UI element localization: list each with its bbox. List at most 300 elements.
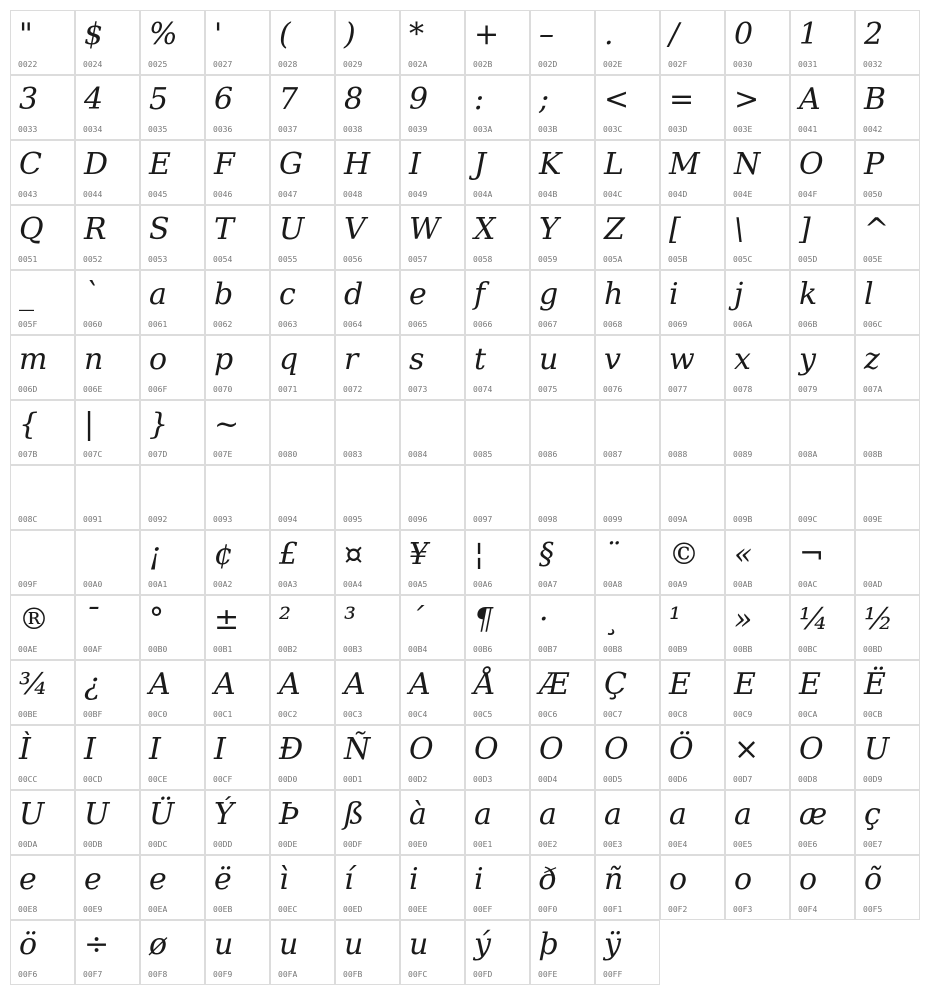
glyph-cell [140, 920, 205, 985]
glyph-code: 008A [798, 450, 818, 459]
glyph-cell [335, 530, 400, 595]
glyph-cell [660, 725, 725, 790]
glyph-char: Z [604, 212, 625, 247]
glyph-cell [725, 725, 790, 790]
glyph-cell [855, 10, 920, 75]
glyph-char: ½ [864, 602, 894, 637]
glyph-code: 00C2 [278, 710, 298, 719]
glyph-code: 00CF [213, 775, 233, 784]
glyph-cell [530, 725, 595, 790]
glyph-code: 00EB [213, 905, 233, 914]
glyph-char: D [84, 147, 109, 182]
glyph-code: 00F1 [603, 905, 623, 914]
glyph-char: à [409, 797, 427, 832]
glyph-cell [595, 75, 660, 140]
glyph-char: f [474, 277, 486, 312]
glyph-code: 00A5 [408, 580, 428, 589]
glyph-code: 0022 [18, 60, 38, 69]
glyph-code: 002F [668, 60, 688, 69]
glyph-cell [465, 10, 530, 75]
glyph-cell [270, 205, 335, 270]
glyph-char: 6 [214, 82, 234, 117]
glyph-code: 009F [18, 580, 38, 589]
glyph-code: 00A7 [538, 580, 558, 589]
glyph-char: N [734, 147, 761, 182]
glyph-char: £ [279, 537, 299, 572]
glyph-code: 00BF [83, 710, 103, 719]
glyph-code: 00C6 [538, 710, 558, 719]
glyph-char: A [214, 667, 236, 702]
glyph-cell [855, 530, 920, 595]
glyph-cell [205, 855, 270, 920]
glyph-char: a [604, 797, 622, 832]
glyph-code: 0095 [343, 515, 363, 524]
glyph-char: U [864, 732, 890, 767]
glyph-code: 00B6 [473, 645, 493, 654]
glyph-code: 0079 [798, 385, 818, 394]
glyph-char: ß [344, 797, 365, 832]
glyph-code: 00C5 [473, 710, 493, 719]
glyph-cell [790, 270, 855, 335]
glyph-cell [205, 270, 270, 335]
glyph-char: ; [539, 82, 550, 117]
glyph-char: e [149, 862, 167, 897]
glyph-char: ¡ [149, 537, 162, 572]
glyph-code: 004F [798, 190, 818, 199]
glyph-char: ì [279, 862, 289, 897]
glyph-char: ¤ [344, 537, 364, 572]
glyph-cell [335, 725, 400, 790]
glyph-cell [75, 205, 140, 270]
glyph-char: ë [214, 862, 232, 897]
glyph-code: 005A [603, 255, 623, 264]
glyph-char: ^ [864, 212, 890, 247]
glyph-code: 006B [798, 320, 818, 329]
glyph-code: 00F8 [148, 970, 168, 979]
glyph-code: 008B [863, 450, 883, 459]
glyph-cell [790, 400, 855, 465]
glyph-char: q [279, 342, 299, 377]
glyph-code: 0025 [148, 60, 168, 69]
glyph-code: 004E [733, 190, 753, 199]
glyph-char: $ [84, 17, 104, 52]
glyph-code: 00FF [603, 970, 623, 979]
glyph-cell [660, 140, 725, 205]
glyph-cell [530, 10, 595, 75]
glyph-code: 009E [863, 515, 883, 524]
glyph-char: E [669, 667, 691, 702]
glyph-code: 00E4 [668, 840, 688, 849]
glyph-code: 0098 [538, 515, 558, 524]
glyph-char: a [539, 797, 557, 832]
glyph-code: 00DD [213, 840, 233, 849]
glyph-char: O [799, 147, 824, 182]
glyph-code: 004B [538, 190, 558, 199]
glyph-char: I [214, 732, 226, 767]
glyph-cell [465, 530, 530, 595]
glyph-cell [790, 660, 855, 725]
glyph-code: 002B [473, 60, 493, 69]
glyph-code: 0030 [733, 60, 753, 69]
glyph-cell [855, 660, 920, 725]
glyph-cell [10, 335, 75, 400]
glyph-cell [595, 335, 660, 400]
glyph-code: 00F3 [733, 905, 753, 914]
glyph-code: 0099 [603, 515, 623, 524]
glyph-cell [10, 400, 75, 465]
glyph-cell [660, 75, 725, 140]
glyph-cell [660, 400, 725, 465]
glyph-code: 008C [18, 515, 38, 524]
glyph-cell [270, 725, 335, 790]
glyph-code: 00A3 [278, 580, 298, 589]
glyph-code: 00C0 [148, 710, 168, 719]
glyph-cell [400, 10, 465, 75]
glyph-cell [725, 530, 790, 595]
glyph-char: U [279, 212, 305, 247]
glyph-char: · [539, 602, 549, 637]
glyph-char: G [279, 147, 303, 182]
glyph-char: Ý [214, 797, 234, 832]
glyph-char: " [19, 17, 33, 52]
glyph-char: 5 [149, 82, 169, 117]
glyph-cell [530, 400, 595, 465]
glyph-code: 0027 [213, 60, 233, 69]
glyph-char: – [539, 17, 554, 52]
glyph-code: 00AC [798, 580, 818, 589]
glyph-code: 0052 [83, 255, 103, 264]
glyph-code: 003E [733, 125, 753, 134]
glyph-code: 00AF [83, 645, 103, 654]
glyph-cell [400, 660, 465, 725]
glyph-cell [205, 595, 270, 660]
glyph-code: 00E2 [538, 840, 558, 849]
glyph-char: u [539, 342, 559, 377]
glyph-code: 0056 [343, 255, 363, 264]
glyph-cell [790, 335, 855, 400]
glyph-code: 0065 [408, 320, 428, 329]
glyph-char: o [149, 342, 168, 377]
glyph-cell [140, 140, 205, 205]
glyph-char: v [604, 342, 621, 377]
glyph-cell [790, 10, 855, 75]
glyph-code: 00B0 [148, 645, 168, 654]
glyph-code: 0037 [278, 125, 298, 134]
glyph-char: A [279, 667, 301, 702]
glyph-cell [660, 660, 725, 725]
glyph-code: 00B7 [538, 645, 558, 654]
glyph-code: 0029 [343, 60, 363, 69]
glyph-cell [270, 140, 335, 205]
glyph-cell [530, 465, 595, 530]
glyph-cell [725, 10, 790, 75]
glyph-code: 0051 [18, 255, 38, 264]
glyph-code: 0045 [148, 190, 168, 199]
glyph-code: 00D0 [278, 775, 298, 784]
glyph-cell [790, 790, 855, 855]
glyph-cell [270, 920, 335, 985]
glyph-cell [400, 465, 465, 530]
glyph-code: 0076 [603, 385, 623, 394]
glyph-code: 00B1 [213, 645, 233, 654]
glyph-char: ¸ [604, 602, 619, 637]
glyph-code: 0042 [863, 125, 883, 134]
glyph-code: 002E [603, 60, 623, 69]
glyph-code: 00DA [18, 840, 38, 849]
glyph-cell [270, 270, 335, 335]
glyph-cell [140, 270, 205, 335]
glyph-cell [725, 790, 790, 855]
glyph-cell [270, 790, 335, 855]
glyph-cell [400, 140, 465, 205]
glyph-cell [10, 790, 75, 855]
glyph-code: 00ED [343, 905, 363, 914]
glyph-code: 0044 [83, 190, 103, 199]
glyph-code: 00B9 [668, 645, 688, 654]
glyph-cell [595, 725, 660, 790]
glyph-cell [75, 75, 140, 140]
glyph-code: 00A2 [213, 580, 233, 589]
glyph-code: 00DE [278, 840, 298, 849]
glyph-code: 0053 [148, 255, 168, 264]
glyph-char: J [474, 147, 487, 182]
glyph-char: u [409, 927, 429, 962]
glyph-cell [725, 400, 790, 465]
glyph-char: R [84, 212, 107, 247]
glyph-cell [530, 270, 595, 335]
glyph-char: g [539, 277, 559, 312]
glyph-cell [530, 790, 595, 855]
glyph-code: 00F4 [798, 905, 818, 914]
glyph-code: 00A8 [603, 580, 623, 589]
glyph-code: 0050 [863, 190, 883, 199]
glyph-code: 0035 [148, 125, 168, 134]
glyph-cell [400, 270, 465, 335]
glyph-cell [855, 400, 920, 465]
glyph-code: 0077 [668, 385, 688, 394]
glyph-char: * [409, 17, 424, 52]
glyph-code: 00CC [18, 775, 38, 784]
glyph-char: ÿ [604, 927, 621, 962]
glyph-cell [465, 270, 530, 335]
glyph-char: ð [539, 862, 558, 897]
glyph-code: 006D [18, 385, 38, 394]
glyph-char: × [734, 732, 760, 767]
glyph-char: B [864, 82, 887, 117]
glyph-cell [140, 660, 205, 725]
glyph-char: © [669, 537, 699, 572]
glyph-code: 00A6 [473, 580, 493, 589]
glyph-cell [335, 270, 400, 335]
glyph-cell [75, 140, 140, 205]
glyph-code: 0034 [83, 125, 103, 134]
glyph-cell [790, 75, 855, 140]
glyph-cell [595, 595, 660, 660]
glyph-char: % [149, 17, 178, 52]
glyph-code: 0064 [343, 320, 363, 329]
glyph-char: Q [19, 212, 44, 247]
glyph-char: ¯ [84, 602, 99, 637]
glyph-code: 009C [798, 515, 818, 524]
glyph-cell [725, 75, 790, 140]
glyph-code: 0071 [278, 385, 298, 394]
glyph-cell [465, 790, 530, 855]
glyph-code: 0046 [213, 190, 233, 199]
glyph-char: / [669, 17, 680, 52]
glyph-code: 00EA [148, 905, 168, 914]
glyph-cell [140, 465, 205, 530]
glyph-cell [205, 725, 270, 790]
glyph-code: 0049 [408, 190, 428, 199]
glyph-cell [335, 790, 400, 855]
glyph-char: b [214, 277, 234, 312]
glyph-char: ) [344, 17, 356, 52]
glyph-cell [725, 465, 790, 530]
glyph-cell [10, 10, 75, 75]
glyph-code: 0048 [343, 190, 363, 199]
glyph-char: 9 [409, 82, 429, 117]
glyph-code: 00CA [798, 710, 818, 719]
glyph-code: 00D8 [798, 775, 818, 784]
glyph-cell [75, 270, 140, 335]
glyph-char: æ [799, 797, 828, 832]
glyph-cell [140, 10, 205, 75]
glyph-cell [270, 75, 335, 140]
glyph-cell [595, 205, 660, 270]
glyph-code: 0041 [798, 125, 818, 134]
glyph-cell [335, 10, 400, 75]
glyph-code: 004A [473, 190, 493, 199]
glyph-cell [465, 725, 530, 790]
glyph-code: 00CD [83, 775, 103, 784]
glyph-cell [855, 75, 920, 140]
glyph-char: A [344, 667, 366, 702]
glyph-cell [10, 75, 75, 140]
glyph-char: ¢ [214, 537, 234, 572]
glyph-code: 005F [18, 320, 38, 329]
glyph-cell [790, 725, 855, 790]
glyph-cell [725, 205, 790, 270]
glyph-code: 00CE [148, 775, 168, 784]
glyph-cell [205, 465, 270, 530]
glyph-code: 0028 [278, 60, 298, 69]
glyph-code: 006E [83, 385, 103, 394]
glyph-cell [270, 465, 335, 530]
glyph-code: 0093 [213, 515, 233, 524]
glyph-cell [465, 595, 530, 660]
glyph-code: 00AB [733, 580, 753, 589]
glyph-code: 004C [603, 190, 623, 199]
glyph-code: 0092 [148, 515, 168, 524]
glyph-char: ³ [344, 602, 357, 637]
glyph-char: O [409, 732, 434, 767]
glyph-code: 00D5 [603, 775, 623, 784]
glyph-code: 00AD [863, 580, 883, 589]
glyph-code: 0047 [278, 190, 298, 199]
glyph-code: 0069 [668, 320, 688, 329]
glyph-code: 00C1 [213, 710, 233, 719]
glyph-char: Ç [604, 667, 627, 702]
glyph-char: õ [864, 862, 883, 897]
glyph-char: a [149, 277, 167, 312]
glyph-code: 00EF [473, 905, 493, 914]
glyph-code: 00B3 [343, 645, 363, 654]
glyph-code: 00EC [278, 905, 298, 914]
glyph-cell [530, 530, 595, 595]
glyph-code: 00E6 [798, 840, 818, 849]
glyph-cell [205, 400, 270, 465]
glyph-cell [270, 530, 335, 595]
glyph-cell [660, 205, 725, 270]
glyph-char: a [669, 797, 687, 832]
glyph-code: 00E9 [83, 905, 103, 914]
glyph-char: o [734, 862, 753, 897]
glyph-cell [75, 790, 140, 855]
glyph-cell [530, 140, 595, 205]
glyph-cell [400, 205, 465, 270]
glyph-char: a [734, 797, 752, 832]
glyph-cell [400, 75, 465, 140]
glyph-cell [855, 790, 920, 855]
glyph-code: 0061 [148, 320, 168, 329]
glyph-code: 0060 [83, 320, 103, 329]
glyph-char: « [734, 537, 753, 572]
glyph-cell [400, 725, 465, 790]
glyph-cell [75, 335, 140, 400]
glyph-char: ( [279, 17, 291, 52]
glyph-char: K [539, 147, 562, 182]
glyph-char: k [799, 277, 818, 312]
glyph-code: 0080 [278, 450, 298, 459]
glyph-char: » [734, 602, 753, 637]
glyph-code: 0024 [83, 60, 103, 69]
glyph-char: i [474, 862, 484, 897]
glyph-char: X [474, 212, 496, 247]
glyph-cell [790, 595, 855, 660]
glyph-code: 00CB [863, 710, 883, 719]
glyph-code: 0067 [538, 320, 558, 329]
glyph-char: < [604, 82, 630, 117]
glyph-char: U [19, 797, 45, 832]
glyph-cell [595, 10, 660, 75]
glyph-char: 4 [84, 82, 104, 117]
glyph-code: 00C9 [733, 710, 753, 719]
glyph-cell [400, 790, 465, 855]
glyph-cell [75, 530, 140, 595]
glyph-char: ¿ [84, 667, 101, 702]
glyph-code: 003D [668, 125, 688, 134]
glyph-char: d [344, 277, 364, 312]
glyph-code: 00FB [343, 970, 363, 979]
glyph-code: 0058 [473, 255, 493, 264]
glyph-char: l [864, 277, 874, 312]
glyph-code: 003C [603, 125, 623, 134]
glyph-cell [530, 920, 595, 985]
glyph-cell [595, 920, 660, 985]
glyph-cell [75, 725, 140, 790]
glyph-code: 00F9 [213, 970, 233, 979]
glyph-cell [140, 855, 205, 920]
glyph-cell [660, 10, 725, 75]
glyph-cell [335, 595, 400, 660]
glyph-char: Ü [149, 797, 175, 832]
glyph-cell [270, 595, 335, 660]
glyph-cell [10, 465, 75, 530]
glyph-code: 0084 [408, 450, 428, 459]
glyph-char: A [149, 667, 171, 702]
glyph-char: A [799, 82, 821, 117]
glyph-char: = [669, 82, 695, 117]
